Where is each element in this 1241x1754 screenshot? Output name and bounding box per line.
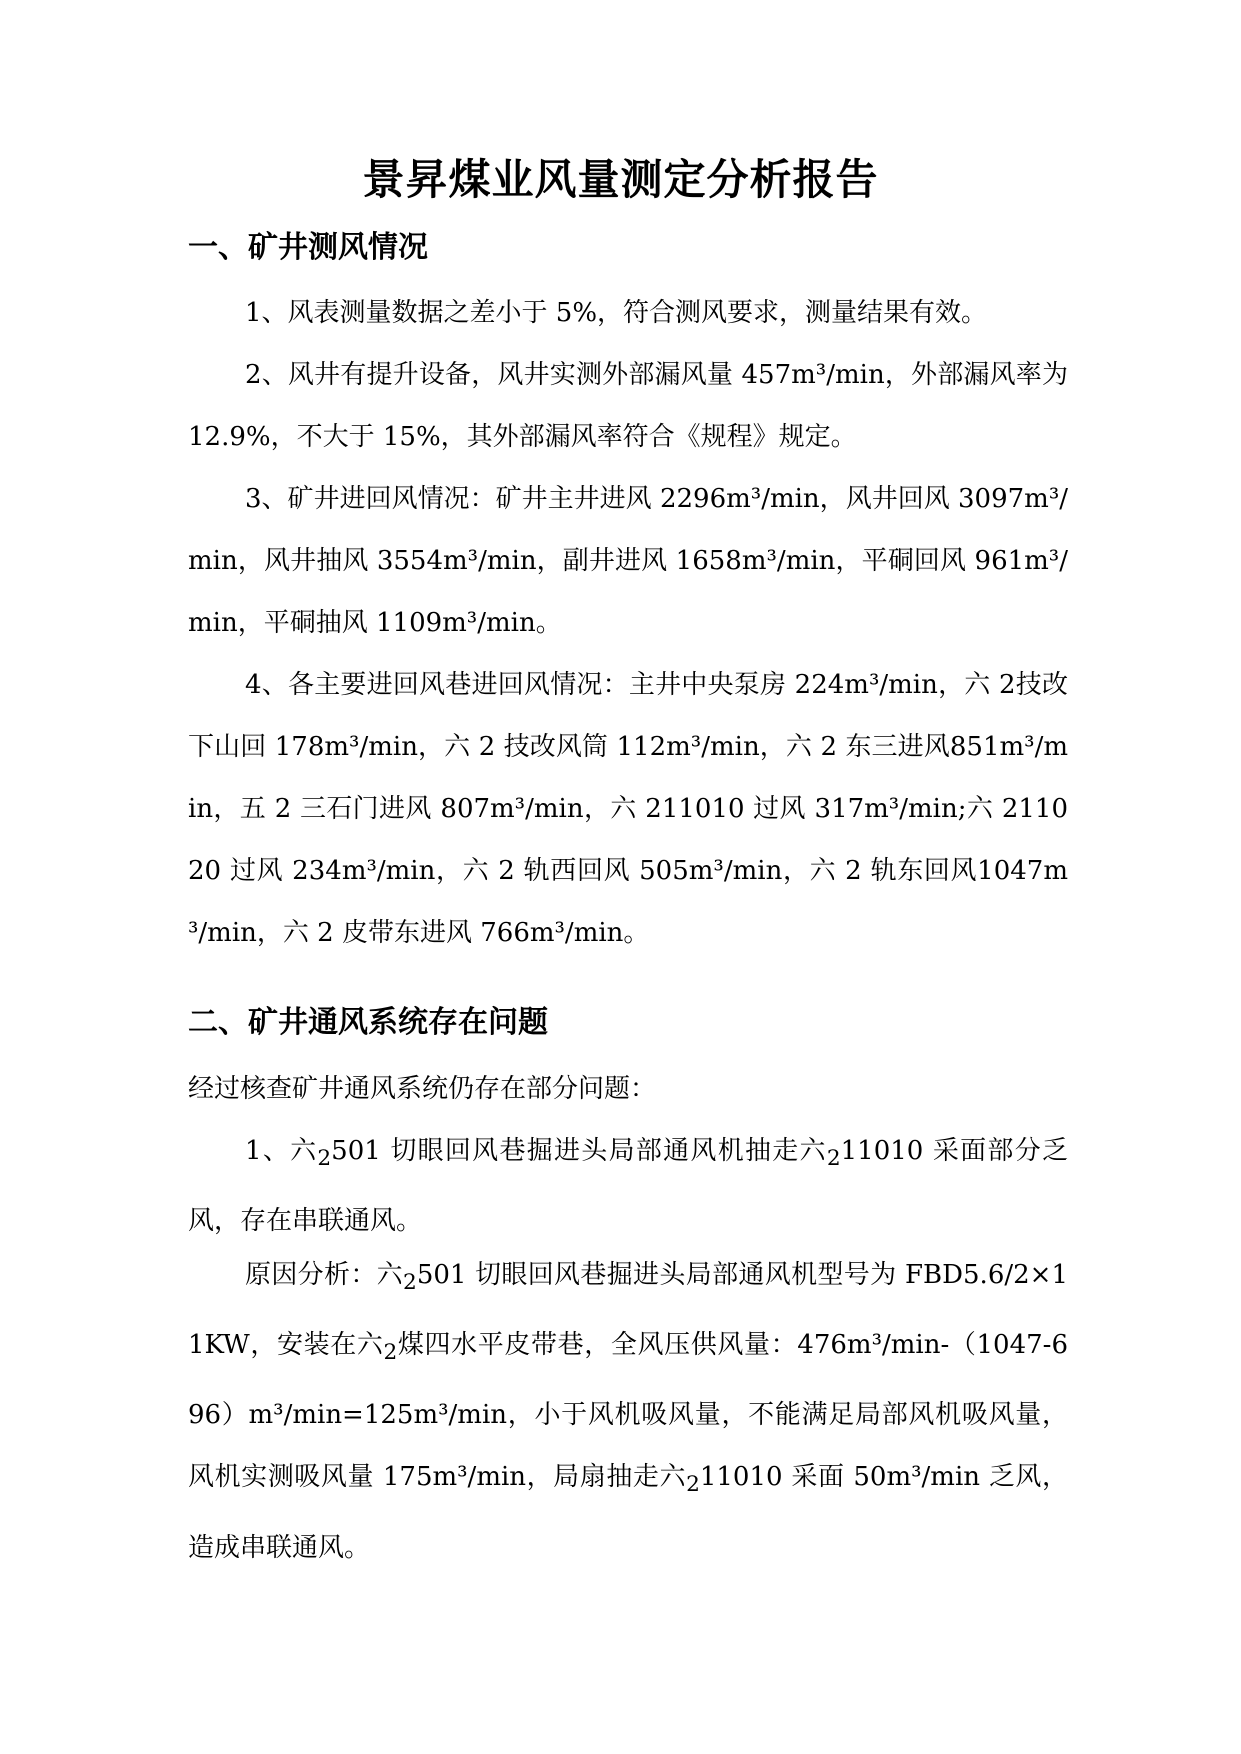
- subscript: 2: [826, 1146, 841, 1172]
- cause-analysis: [188, 1244, 1068, 1579]
- analysis-text: 11010 采面 50m³/min 乏风，造成串联通风。: [188, 1462, 1069, 1563]
- problem-text: 11010 采面部分乏风，存在串联通风。: [188, 1136, 1068, 1237]
- section-heading-wind-measurement: 一、矿井测风情况: [188, 230, 428, 265]
- analysis-text: 原因分析：六: [245, 1260, 404, 1290]
- paragraph-item-4: 4、各主要进回风巷进回风情况：主井中央泵房 224m³/min，六 2技改下山回 178m³/min，六 2 技改风筒 112m³/min，六 2 东三进风851m³/min，五 2 三石门进风 807m³/min，六 211010 过风 317m³/min;六 211020 过风 234m³/min，六 2 轨西回风 505m³/min，六 2 轨东回风1047m³/min，六 2 皮带东进风 766m³/min。: [188, 670, 1068, 948]
- paragraph-item-1: 1、风表测量数据之差小于 5%，符合测风要求，测量结果有效。: [245, 298, 988, 328]
- problem-text: 1、六: [245, 1136, 318, 1166]
- problem-item-1: [188, 1120, 1068, 1252]
- problems-intro: 经过核查矿井通风系统仍存在部分问题：: [188, 1074, 657, 1104]
- paragraph-item-3: 3、矿井进回风情况：矿井主井进风 2296m³/min，风井回风 3097m³/min，风井抽风 3554m³/min，副井进风 1658m³/min，平硐回风 961m³/min，平硐抽风 1109m³/min。: [188, 484, 1068, 638]
- analysis-text: 煤四水平皮带巷，全风压供风量：476m³/min-（1047-696）m³/min=125m³/min，小于风机吸风量，不能满足局部风机吸风量，风机实测吸风量 175m³/min，局扇抽走六: [188, 1330, 1068, 1493]
- report-title: 景昇煤业风量测定分析报告: [362, 155, 879, 204]
- subscript: 2: [383, 1340, 398, 1366]
- paragraph-item-2: 2、风井有提升设备，风井实测外部漏风量 457m³/min，外部漏风率为 12.9%，不大于 15%，其外部漏风率符合《规程》规定。: [188, 360, 1068, 452]
- subscript: 2: [686, 1472, 700, 1498]
- subscript: 2: [403, 1270, 417, 1296]
- section-heading-ventilation-problems: 二、矿井通风系统存在问题: [188, 1005, 548, 1040]
- subscript: 2: [317, 1146, 332, 1172]
- problem-text: 501 切眼回风巷掘进头局部通风机抽走六: [331, 1136, 827, 1166]
- analysis-text: 501 切眼回风巷掘进头局部通风机型号为 FBD5.6/2×11KW，安装在六: [188, 1260, 1068, 1361]
